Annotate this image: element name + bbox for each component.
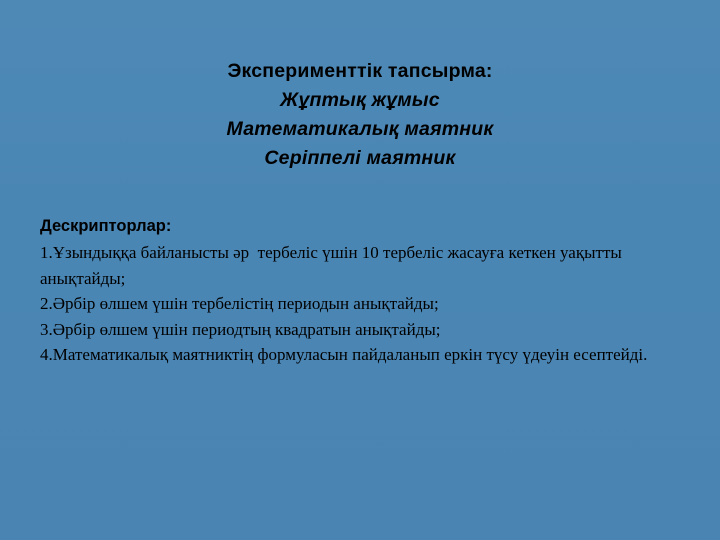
descriptors-block	[40, 213, 690, 368]
descriptors-heading: Дескрипторлар:	[40, 217, 172, 235]
title-line-2: Жұптық жұмыс	[280, 89, 440, 111]
title-line-4: Серіппелі маятник	[264, 147, 456, 169]
descriptor-item-1: 1.Ұзындыққа байланысты әр тербеліс үшін 10 тербеліс жасауға кеткен уақытты анықтайды;	[40, 243, 627, 288]
title-line-1: Эксперименттік тапсырма:	[227, 60, 493, 82]
title-line-3: Математикалық маятник	[226, 118, 494, 140]
slide-title-block	[30, 57, 690, 173]
descriptor-item-4: 4.Математикалық маятниктің формуласын пайдаланып еркін түсу үдеуін есептейді.	[40, 345, 648, 364]
descriptor-item-3: 3.Әрбір өлшем үшін периодтың квадратын анықтайды;	[40, 319, 441, 339]
descriptor-item-2: 2.Әрбір өлшем үшін тербелістің периодын анықтайды;	[40, 294, 439, 313]
